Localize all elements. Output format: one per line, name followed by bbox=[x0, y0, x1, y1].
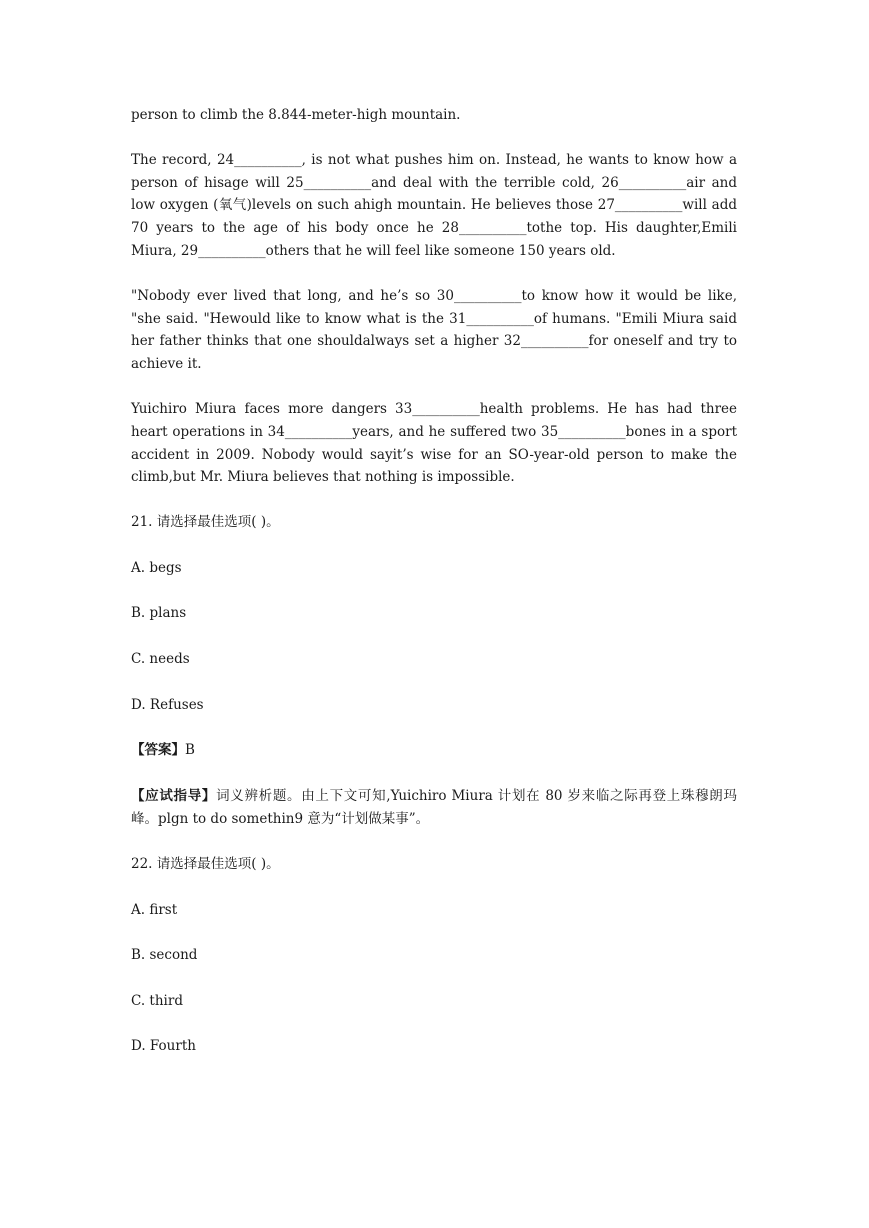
question-22-option-b: B. second bbox=[131, 947, 198, 964]
question-22-option-c: C. third bbox=[131, 992, 183, 1009]
guide-text: 词义辨析题。由上下文可知,Yuichiro Miura 计划在 80 岁来临之际再登上珠穆朗玛峰。plgn to do somethin9 意为“计划做某事”。 bbox=[131, 787, 737, 827]
question-21-stem: 21. 请选择最佳选项( )。 bbox=[131, 514, 280, 531]
passage-paragraph-1: The record, 24__________, is not what pushes him on. Instead, he wants to know how a person of hisage will 25__________and deal with the terrible cold, 26__________air and low oxygen (氧气)levels on such ahigh mountain. He believes those 27__________will add 70 years to the age of his body once he 28__________tothe top. His daughter,Emili Miura, 29__________others that he will feel like someone 150 years old. bbox=[131, 151, 737, 259]
answer-value: B bbox=[185, 742, 195, 759]
question-21-option-a: A. begs bbox=[131, 559, 182, 576]
passage-paragraph-3: Yuichiro Miura faces more dangers 33__________health problems. He has had three heart operations in 34__________years, and he suffered two 35__________bones in a sport accident in 2009. Nobody would sayit’s wise for an SO-year-old person to make the climb,but Mr. Miura believes that nothing is impossible. bbox=[131, 400, 737, 486]
document-page bbox=[131, 104, 737, 1058]
question-22-option-a: A. first bbox=[131, 901, 178, 918]
guide-label: 【应试指导】 bbox=[131, 787, 217, 804]
question-22-option-d: D. Fourth bbox=[131, 1038, 196, 1055]
question-21-option-d: D. Refuses bbox=[131, 696, 204, 713]
passage-paragraph-2: "Nobody ever lived that long, and he’s so 30__________to know how it would be like, "she said. "Hewould like to know what is the 31__________of humans. "Emili Miura said her father thinks that one shouldalways set a higher 32__________for oneself and try to achieve it. bbox=[131, 287, 737, 373]
question-21-option-b: B. plans bbox=[131, 605, 187, 622]
question-21-option-c: C. needs bbox=[131, 650, 190, 667]
question-21-guide bbox=[131, 785, 737, 831]
answer-label: 【答案】 bbox=[131, 742, 185, 759]
question-21-answer bbox=[131, 739, 737, 762]
question-22-stem: 22. 请选择最佳选项( )。 bbox=[131, 856, 280, 873]
passage-paragraph-0: person to climb the 8.844-meter-high mountain. bbox=[131, 107, 461, 123]
